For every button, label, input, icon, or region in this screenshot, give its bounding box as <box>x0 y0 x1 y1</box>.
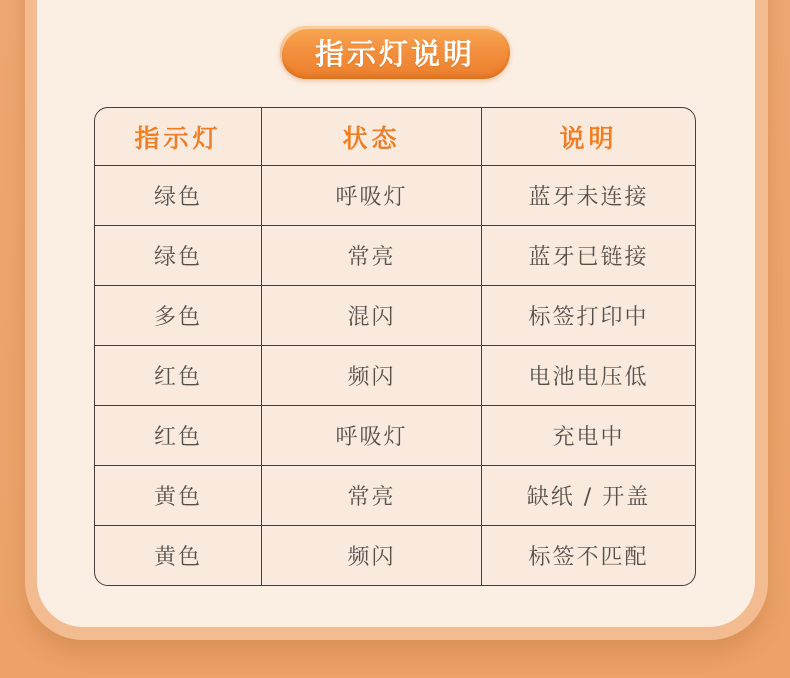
cell-status: 呼吸灯 <box>262 166 482 225</box>
cell-status: 频闪 <box>262 526 482 585</box>
cell-indicator: 绿色 <box>95 166 262 225</box>
table-row <box>95 286 695 346</box>
cell-status: 常亮 <box>262 466 482 525</box>
cell-indicator: 黄色 <box>95 526 262 585</box>
title-badge-label: 指示灯说明 <box>314 37 475 71</box>
table-row <box>95 466 695 526</box>
cell-status: 频闪 <box>262 346 482 405</box>
table-header-row <box>95 108 695 166</box>
cell-status: 混闪 <box>262 286 482 345</box>
table-row <box>95 406 695 466</box>
cell-indicator: 红色 <box>95 346 262 405</box>
cell-description: 电池电压低 <box>528 365 649 390</box>
cell-description: 标签不匹配 <box>528 545 649 570</box>
indicator-light-table <box>94 107 696 586</box>
table-row <box>95 166 695 226</box>
header-cell-status: 状态 <box>262 108 482 165</box>
cell-description: 缺纸 / 开盖 <box>526 485 651 510</box>
cell-status: 常亮 <box>262 226 482 285</box>
cell-indicator: 红色 <box>95 406 262 465</box>
cell-indicator: 绿色 <box>95 226 262 285</box>
table-row <box>95 226 695 286</box>
title-badge <box>280 26 510 79</box>
cell-description: 蓝牙未连接 <box>528 185 649 210</box>
cell-description: 充电中 <box>552 425 625 450</box>
cell-description: 蓝牙已链接 <box>528 245 649 270</box>
cell-indicator: 黄色 <box>95 466 262 525</box>
cell-status: 呼吸灯 <box>262 406 482 465</box>
header-cell-indicator: 指示灯 <box>95 108 262 165</box>
cell-indicator: 多色 <box>95 286 262 345</box>
table-row <box>95 526 695 585</box>
header-cell-description: 说明 <box>559 123 618 153</box>
table-row <box>95 346 695 406</box>
cell-description: 标签打印中 <box>528 305 649 330</box>
